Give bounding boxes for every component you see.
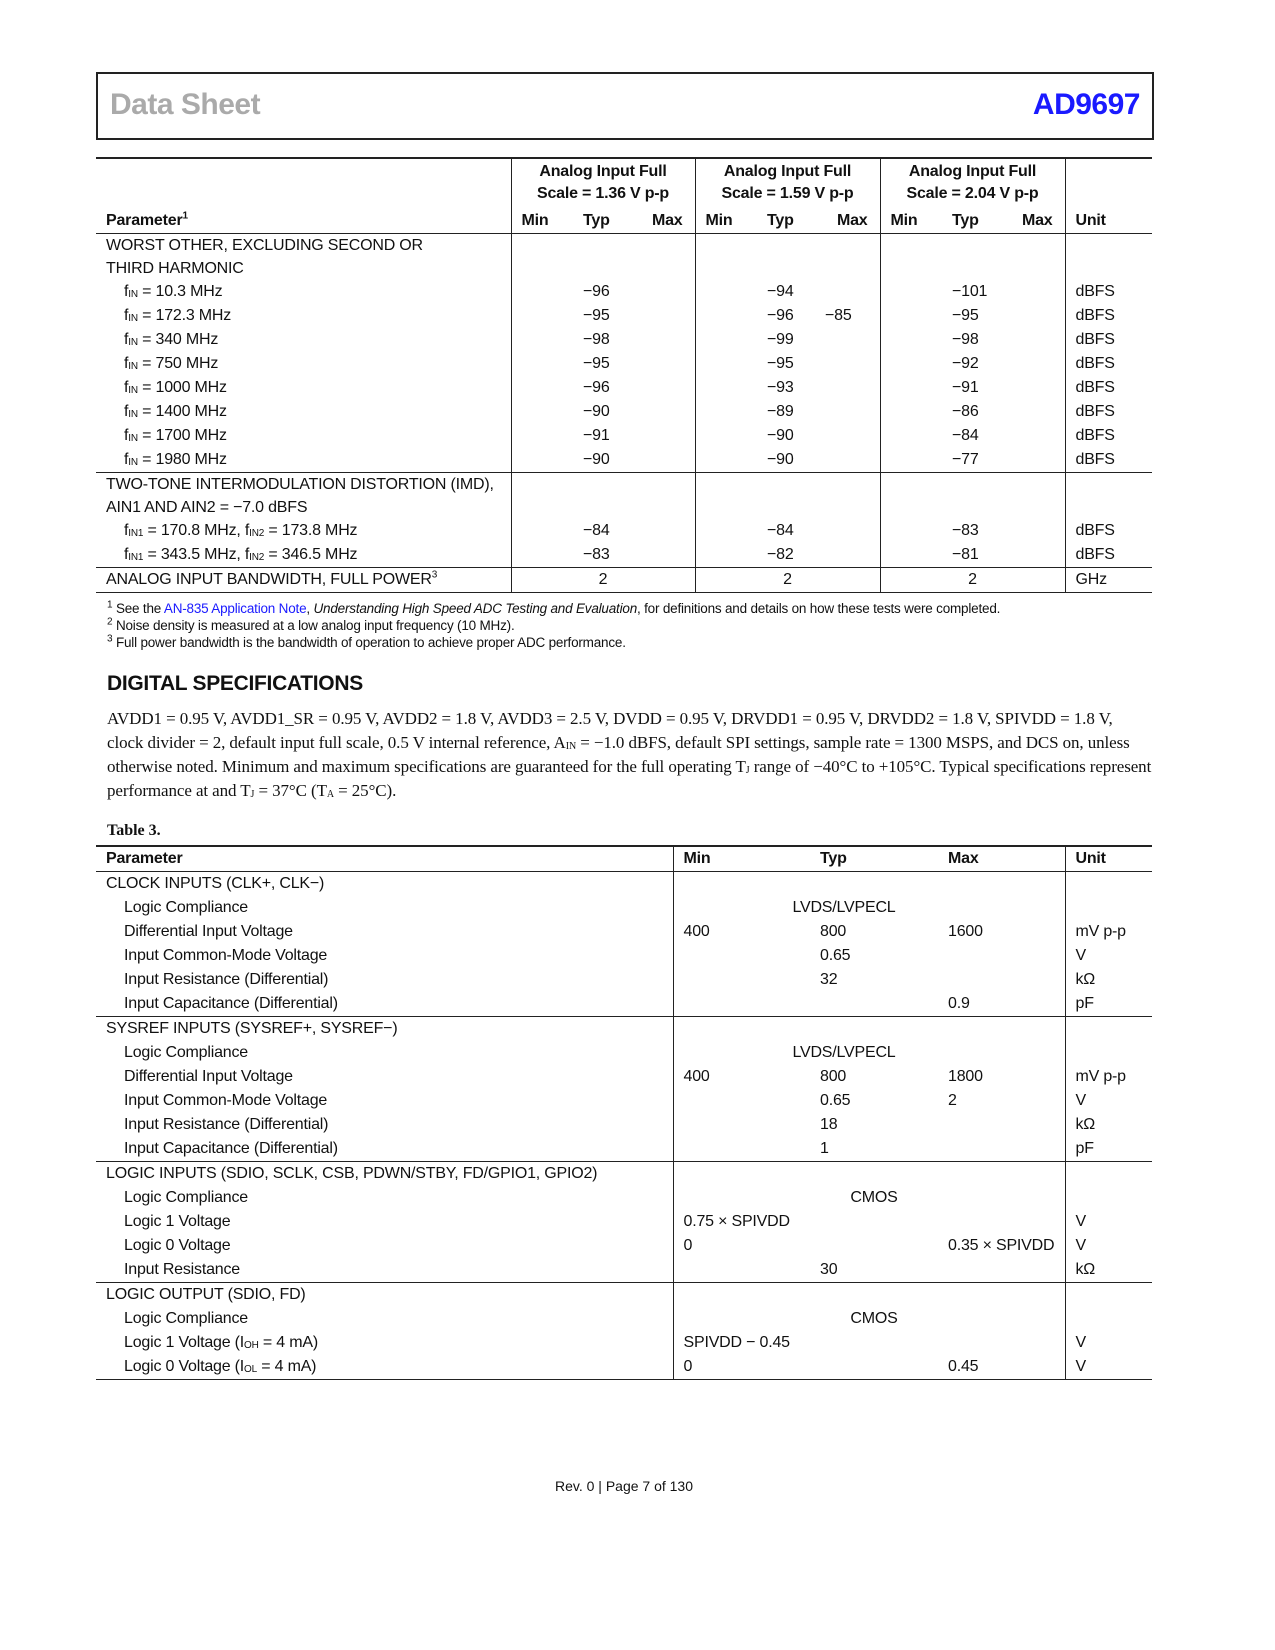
value-cell xyxy=(880,448,942,473)
value-cell: −95 xyxy=(583,355,610,372)
table-row xyxy=(96,920,1152,944)
section-title-text: ANALOG INPUT BANDWIDTH, FULL POWER xyxy=(106,571,432,588)
value-cell: 18 xyxy=(820,1116,838,1133)
parameter-cell: $f_{IN} = 10.3$ MHz xyxy=(124,283,223,300)
column-header-unit: Unit xyxy=(1065,205,1152,234)
parameter-cell: Input Capacitance (Differential) xyxy=(124,1140,338,1157)
value-cell xyxy=(817,376,880,400)
table-row xyxy=(96,896,1152,920)
unit: dBFS xyxy=(1065,543,1152,568)
table-row xyxy=(96,1186,1152,1210)
table-row xyxy=(96,1210,1152,1234)
parameter-cell: Differential Input Voltage xyxy=(124,923,293,940)
parameter-cell: Input Resistance (Differential) xyxy=(124,971,329,988)
value-cell: 30 xyxy=(820,1261,838,1278)
parameter-cell: Logic Compliance xyxy=(124,1189,248,1206)
parameter-header-label: Parameter xyxy=(106,212,183,229)
empty-cell xyxy=(511,473,695,520)
document-type: Data Sheet xyxy=(110,88,261,121)
value-cell: −98 xyxy=(583,331,610,348)
table-row xyxy=(96,304,1152,328)
value-cell xyxy=(673,1089,810,1113)
value-cell: LVDS/LVPECL xyxy=(673,1041,1065,1065)
parameter-cell: $f_{IN} = 750$ MHz xyxy=(124,355,219,372)
section-title: CLOCK INPUTS (CLK+, CLK−) xyxy=(106,875,325,892)
empty-cell xyxy=(1065,1017,1152,1042)
empty-cell xyxy=(673,1162,1065,1187)
table-row xyxy=(96,519,1152,543)
parameter-cell: $f_{IN} = 340$ MHz xyxy=(124,331,219,348)
table-row xyxy=(96,1355,1152,1380)
value-cell xyxy=(673,1113,810,1137)
unit: V xyxy=(1065,1355,1152,1380)
value-cell xyxy=(633,376,695,400)
value-cell: 0.35 × SPIVDD xyxy=(948,1237,1055,1254)
table-row xyxy=(96,1065,1152,1089)
value-cell xyxy=(938,1331,1065,1355)
value-cell xyxy=(938,968,1065,992)
parameter-cell: Logic 0 Voltage ($I_{OL} = 4$ mA) xyxy=(124,1358,317,1375)
column-header-typ: Typ xyxy=(810,846,938,872)
value-cell xyxy=(938,1210,1065,1234)
empty-cell xyxy=(1065,1162,1152,1187)
parameter-cell: Logic Compliance xyxy=(124,1310,248,1327)
unit: V xyxy=(1065,1089,1152,1113)
value-cell xyxy=(880,376,942,400)
value-cell xyxy=(817,519,880,543)
value-cell xyxy=(817,448,880,473)
parameter-cell: $f_{IN1} = 170.8$ MHz, $f_{IN2} = 173.8$ MHz xyxy=(124,522,358,539)
value-cell: −98 xyxy=(952,331,979,348)
footnote-text: , for definitions and details on how these tests were completed. xyxy=(637,601,1001,616)
unit: pF xyxy=(1065,992,1152,1017)
value-cell: 0.75 × SPIVDD xyxy=(673,1210,810,1234)
footnote-title: Understanding High Speed ADC Testing and Evaluation xyxy=(313,601,638,616)
value-cell xyxy=(673,968,810,992)
value-cell xyxy=(633,543,695,568)
table-row xyxy=(96,968,1152,992)
value-cell xyxy=(810,992,938,1017)
parameter-cell: $f_{IN} = 172.3$ MHz xyxy=(124,307,232,324)
unit xyxy=(1065,896,1152,920)
footnote-text: Noise density is measured at a low analog input frequency (10 MHz). xyxy=(115,618,515,633)
table-caption: Table 3. xyxy=(107,822,161,839)
unit: mV p-p xyxy=(1065,920,1152,944)
value-cell xyxy=(511,424,573,448)
unit: dBFS xyxy=(1065,280,1152,304)
value-cell xyxy=(938,1137,1065,1162)
footnote-number: 2 xyxy=(107,616,113,628)
value-cell xyxy=(938,1113,1065,1137)
value-cell: 800 xyxy=(820,923,847,940)
table-row xyxy=(96,1113,1152,1137)
unit: dBFS xyxy=(1065,352,1152,376)
value-cell: −90 xyxy=(583,451,610,468)
value-cell xyxy=(817,352,880,376)
value-cell xyxy=(633,400,695,424)
value-cell xyxy=(511,519,573,543)
value-cell xyxy=(817,400,880,424)
column-header-max: Max xyxy=(938,846,1065,872)
parameter-cell: Input Resistance xyxy=(124,1261,240,1278)
table-row xyxy=(96,1041,1152,1065)
value-cell: −96 xyxy=(767,307,794,324)
empty-cell xyxy=(1065,234,1152,281)
table-row xyxy=(96,1307,1152,1331)
unit xyxy=(1065,1186,1152,1210)
footnotes xyxy=(107,600,1000,651)
header-spacer xyxy=(96,158,511,205)
value-cell xyxy=(511,280,573,304)
value-cell xyxy=(1002,519,1065,543)
value-cell xyxy=(1002,304,1065,328)
value-cell xyxy=(511,376,573,400)
value-cell xyxy=(633,424,695,448)
value-cell: −84 xyxy=(767,522,794,539)
spec-table-digital xyxy=(96,845,1152,1380)
value-cell: 0 xyxy=(673,1234,810,1258)
unit: mV p-p xyxy=(1065,1065,1152,1089)
table-row xyxy=(96,992,1152,1017)
column-header-unit: Unit xyxy=(1065,846,1152,872)
parameter-cell: Input Common-Mode Voltage xyxy=(124,1092,328,1109)
table-row xyxy=(96,424,1152,448)
header-spacer xyxy=(1065,158,1152,205)
value-cell: −90 xyxy=(583,403,610,420)
section-row xyxy=(96,1017,1152,1042)
parameter-cell: Logic Compliance xyxy=(124,899,248,916)
unit: dBFS xyxy=(1065,424,1152,448)
table-row xyxy=(96,1137,1152,1162)
unit: dBFS xyxy=(1065,304,1152,328)
empty-cell xyxy=(1065,872,1152,897)
unit: V xyxy=(1065,944,1152,968)
value-cell xyxy=(810,1331,938,1355)
value-cell: CMOS xyxy=(673,1307,1065,1331)
column-header-typ: Typ xyxy=(757,205,817,234)
value-cell: −81 xyxy=(952,546,979,563)
value-cell xyxy=(810,1355,938,1380)
unit: kΩ xyxy=(1065,1113,1152,1137)
empty-cell xyxy=(880,473,1065,520)
value-cell xyxy=(695,328,757,352)
value-cell xyxy=(633,448,695,473)
value-cell: LVDS/LVPECL xyxy=(673,896,1065,920)
empty-cell xyxy=(880,234,1065,281)
parameter-header xyxy=(96,205,511,234)
value-cell: −96 xyxy=(583,283,610,300)
table-row xyxy=(96,448,1152,473)
parameter-cell: Logic Compliance xyxy=(124,1044,248,1061)
value-cell xyxy=(880,280,942,304)
column-header-parameter: Parameter xyxy=(96,846,673,872)
value-cell: 0.45 xyxy=(948,1358,979,1375)
table-row xyxy=(96,280,1152,304)
section-row xyxy=(96,1162,1152,1187)
value-cell xyxy=(695,304,757,328)
value-cell xyxy=(810,1210,938,1234)
empty-cell xyxy=(695,234,880,281)
value-cell: CMOS xyxy=(673,1186,1065,1210)
value-cell: 2 xyxy=(948,1092,957,1109)
empty-cell xyxy=(673,1017,1065,1042)
unit: kΩ xyxy=(1065,1258,1152,1283)
column-group-header: Analog Input Full Scale = 1.36 V p-p xyxy=(511,158,695,205)
value-cell xyxy=(633,304,695,328)
parameter-cell: Input Common-Mode Voltage xyxy=(124,947,328,964)
column-header-typ: Typ xyxy=(573,205,633,234)
footnote-2 xyxy=(107,617,1000,634)
footnote-text: Full power bandwidth is the bandwidth of operation to achieve proper ADC performance. xyxy=(115,635,626,650)
value-cell xyxy=(810,1234,938,1258)
value-cell xyxy=(673,1137,810,1162)
value-cell xyxy=(1002,352,1065,376)
unit xyxy=(1065,1307,1152,1331)
value-cell xyxy=(511,352,573,376)
value-cell: −95 xyxy=(583,307,610,324)
value-cell xyxy=(695,400,757,424)
value-cell xyxy=(1002,376,1065,400)
value-cell: −83 xyxy=(583,546,610,563)
section-title: LOGIC INPUTS (SDIO, SCLK, CSB, PDWN/STBY, FD/GPIO1, GPIO2) xyxy=(96,1162,673,1187)
page-footer: Rev. 0 | Page 7 of 130 xyxy=(554,1478,694,1494)
value-cell xyxy=(633,280,695,304)
footnote-text: , xyxy=(306,601,314,616)
unit xyxy=(1065,1041,1152,1065)
unit: V xyxy=(1065,1331,1152,1355)
parameter-cell: $f_{IN} = 1400$ MHz xyxy=(124,403,227,420)
spec-table-ac xyxy=(96,157,1152,593)
unit: V xyxy=(1065,1234,1152,1258)
unit: dBFS xyxy=(1065,448,1152,473)
value-cell xyxy=(695,280,757,304)
parameter-cell: Logic 0 Voltage xyxy=(124,1237,231,1254)
value-cell xyxy=(817,543,880,568)
value-cell xyxy=(695,448,757,473)
value-cell: −89 xyxy=(767,403,794,420)
value-cell: −91 xyxy=(583,427,610,444)
value-cell xyxy=(1002,328,1065,352)
value-cell xyxy=(673,944,810,968)
value-cell xyxy=(880,519,942,543)
footnote-number: 3 xyxy=(107,633,113,645)
value-cell xyxy=(817,424,880,448)
footnote-text: See the xyxy=(115,601,164,616)
table-row xyxy=(96,543,1152,568)
parameter-cell: $f_{IN} = 1000$ MHz xyxy=(124,379,227,396)
table-row xyxy=(96,1258,1152,1283)
value-cell xyxy=(673,1258,810,1283)
value-cell xyxy=(880,352,942,376)
value-cell: 0 xyxy=(673,1355,810,1380)
column-group-header: Analog Input Full Scale = 2.04 V p-p xyxy=(880,158,1065,205)
table-row xyxy=(96,1331,1152,1355)
value-cell: −84 xyxy=(583,522,610,539)
unit: GHz xyxy=(1065,568,1152,593)
parameter-cell: $f_{IN} = 1980$ MHz xyxy=(124,451,227,468)
value-cell: 800 xyxy=(820,1068,847,1085)
table-row xyxy=(96,400,1152,424)
value-cell xyxy=(880,400,942,424)
value-cell xyxy=(1002,400,1065,424)
empty-cell xyxy=(673,872,1065,897)
value-cell: −90 xyxy=(767,427,794,444)
section-title: WORST OTHER, EXCLUDING SECOND OR THIRD HARMONIC xyxy=(106,237,423,277)
section-row xyxy=(96,473,1152,520)
column-header-min: Min xyxy=(695,205,757,234)
table-row xyxy=(96,944,1152,968)
column-header-typ: Typ xyxy=(942,205,1002,234)
value-cell xyxy=(938,944,1065,968)
value-cell: −101 xyxy=(952,283,988,300)
section-row xyxy=(96,872,1152,897)
parameter-cell: $f_{IN} = 1700$ MHz xyxy=(124,427,227,444)
value-cell: 400 xyxy=(673,1065,810,1089)
value-cell xyxy=(938,1258,1065,1283)
parameter-cell: Logic 1 Voltage xyxy=(124,1213,231,1230)
value-cell: −93 xyxy=(767,379,794,396)
value-cell: 0.65 xyxy=(820,1092,851,1109)
column-header-min: Min xyxy=(673,846,810,872)
value-cell xyxy=(673,992,810,1017)
table-row xyxy=(96,352,1152,376)
value-cell xyxy=(817,280,880,304)
value-cell: −82 xyxy=(767,546,794,563)
value-cell: −99 xyxy=(767,331,794,348)
parameter-cell: Differential Input Voltage xyxy=(124,1068,293,1085)
value-cell: 0.9 xyxy=(948,995,970,1012)
footnote-ref: 1 xyxy=(182,210,188,222)
value-cell: 1800 xyxy=(948,1068,983,1085)
value-cell: 32 xyxy=(820,971,838,988)
value-cell: −95 xyxy=(767,355,794,372)
section-row xyxy=(96,568,1152,593)
value-cell xyxy=(1002,543,1065,568)
value-cell xyxy=(1002,448,1065,473)
value-cell xyxy=(880,543,942,568)
footnote-ref: 3 xyxy=(431,569,438,581)
value-cell: −96 xyxy=(583,379,610,396)
value-cell: −86 xyxy=(952,403,979,420)
value-cell xyxy=(880,304,942,328)
value-cell xyxy=(511,543,573,568)
value-cell xyxy=(511,448,573,473)
unit: dBFS xyxy=(1065,400,1152,424)
value-cell xyxy=(695,424,757,448)
value-cell: −94 xyxy=(767,283,794,300)
value-cell xyxy=(695,543,757,568)
value-cell xyxy=(695,376,757,400)
footnote-number: 1 xyxy=(107,599,113,611)
unit: dBFS xyxy=(1065,376,1152,400)
part-number: AD9697 xyxy=(1032,88,1140,121)
empty-cell xyxy=(1065,473,1152,520)
unit: dBFS xyxy=(1065,519,1152,543)
conditions-paragraph: AVDD1 = 0.95 V, AVDD1_SR = 0.95 V, AVDD2 = 1.8 V, AVDD3 = 2.5 V, DVDD = 0.95 V, DRVDD1 = 0.95 V, DRVDD2 = 1.8 V, SPIVDD = 1.8 V, clock divider = 2, default input full scale, 0.5 V internal reference, $A_{IN} = -1.0$ dBFS, default SPI settings, sample rate = 1300 MSPS, and DCS on, unless otherwise noted. Minimum and maximum specifications are guaranteed for the full operating $T_J$ range of −40°C to +105°C. Typical specifications represent performance at and $T_J = 37^\circ C$ $(T_A = 25^\circ C)$. xyxy=(107,709,1152,800)
value-cell: −84 xyxy=(952,427,979,444)
column-header-max: Max xyxy=(817,205,880,234)
value-typ: 2 xyxy=(695,568,880,593)
value-cell xyxy=(633,519,695,543)
table-row xyxy=(96,328,1152,352)
section-row xyxy=(96,1283,1152,1308)
value-cell xyxy=(1002,424,1065,448)
empty-cell xyxy=(511,234,695,281)
footnote-1 xyxy=(107,600,1000,617)
unit: kΩ xyxy=(1065,968,1152,992)
section-title: LOGIC OUTPUT (SDIO, FD) xyxy=(96,1283,673,1308)
value-cell: 1 xyxy=(820,1140,829,1157)
value-cell: 1600 xyxy=(948,923,983,940)
value-cell: 400 xyxy=(673,920,810,944)
value-cell: SPIVDD − 0.45 xyxy=(673,1331,810,1355)
page-header xyxy=(96,72,1154,140)
value-cell xyxy=(880,328,942,352)
parameter-cell: $f_{IN1} = 343.5$ MHz, $f_{IN2} = 346.5$ MHz xyxy=(124,546,358,563)
parameter-cell: Input Resistance (Differential) xyxy=(124,1116,329,1133)
empty-cell xyxy=(695,473,880,520)
empty-cell xyxy=(673,1283,1065,1308)
table-row xyxy=(96,1089,1152,1113)
value-cell xyxy=(817,328,880,352)
section-title: SYSREF INPUTS (SYSREF+, SYSREF−) xyxy=(96,1017,673,1042)
value-cell: −95 xyxy=(952,307,979,324)
table-row xyxy=(96,376,1152,400)
column-header-min: Min xyxy=(880,205,942,234)
value-typ: 2 xyxy=(880,568,1065,593)
column-header-max: Max xyxy=(1002,205,1065,234)
value-cell xyxy=(511,400,573,424)
value-cell: −83 xyxy=(952,522,979,539)
unit: dBFS xyxy=(1065,328,1152,352)
section-title xyxy=(96,568,511,593)
value-cell xyxy=(633,352,695,376)
value-cell xyxy=(695,352,757,376)
table-row xyxy=(96,1234,1152,1258)
value-cell xyxy=(511,304,573,328)
section-heading: DIGITAL SPECIFICATIONS xyxy=(107,672,363,695)
value-cell xyxy=(633,328,695,352)
parameter-cell: Input Capacitance (Differential) xyxy=(124,995,338,1012)
column-group-header: Analog Input Full Scale = 1.59 V p-p xyxy=(695,158,880,205)
section-row xyxy=(96,234,1152,281)
value-cell: −92 xyxy=(952,355,979,372)
value-cell xyxy=(695,519,757,543)
an-835-link[interactable]: AN-835 Application Note xyxy=(163,601,307,616)
value-cell xyxy=(511,328,573,352)
column-header-min: Min xyxy=(511,205,573,234)
unit: pF xyxy=(1065,1137,1152,1162)
section-title: TWO-TONE INTERMODULATION DISTORTION (IMD), AIN1 AND AIN2 = −7.0 dBFS xyxy=(96,473,511,520)
footnote-3 xyxy=(107,634,1000,651)
column-header-max: Max xyxy=(633,205,695,234)
value-cell: −90 xyxy=(767,451,794,468)
value-cell: −77 xyxy=(952,451,979,468)
unit: V xyxy=(1065,1210,1152,1234)
value-cell: −91 xyxy=(952,379,979,396)
value-cell xyxy=(1002,280,1065,304)
value-cell: −85 xyxy=(825,307,852,324)
value-cell: 0.65 xyxy=(820,947,851,964)
value-cell xyxy=(880,424,942,448)
parameter-cell: Logic 1 Voltage ($I_{OH} = 4$ mA) xyxy=(124,1334,318,1351)
empty-cell xyxy=(1065,1283,1152,1308)
value-typ: 2 xyxy=(511,568,695,593)
